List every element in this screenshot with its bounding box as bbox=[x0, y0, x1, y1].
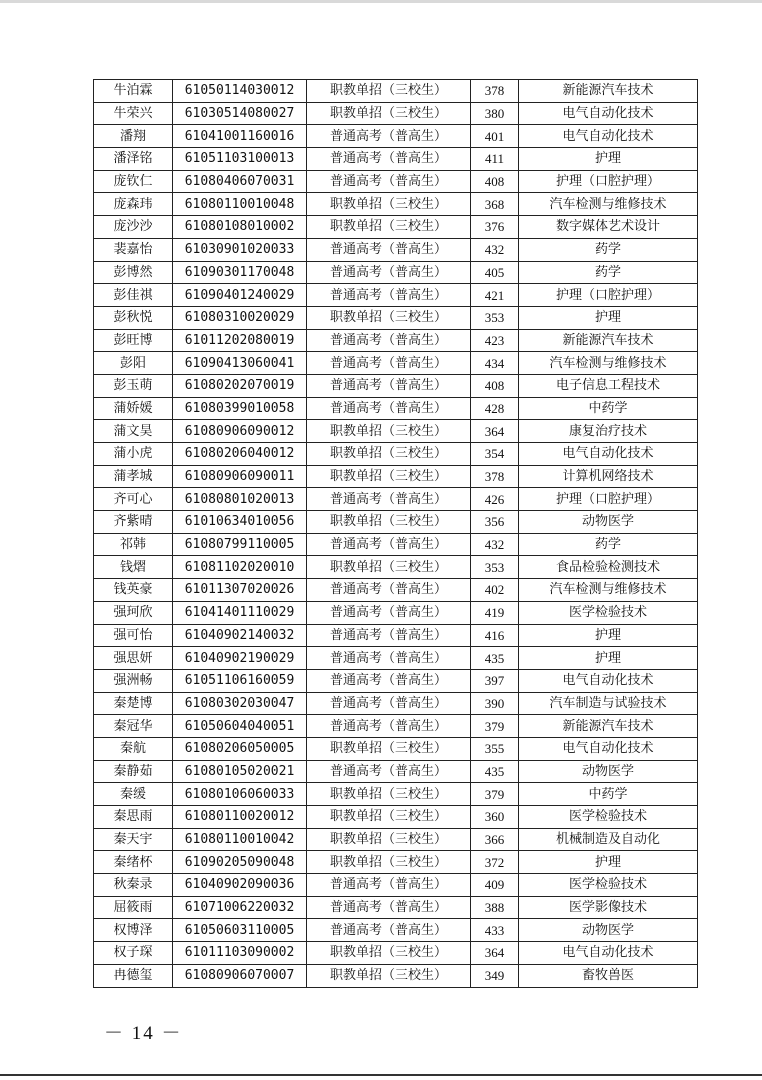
table-row bbox=[94, 828, 698, 851]
student-name-cell: 秦天宇 bbox=[94, 828, 173, 851]
student-name-cell: 钱英豪 bbox=[94, 579, 173, 602]
student-name-cell: 权子琛 bbox=[94, 942, 173, 965]
admission-type-cell: 普通高考（普高生） bbox=[307, 488, 471, 511]
student-name-cell: 庞森玮 bbox=[94, 193, 173, 216]
admission-type-cell: 职教单招（三校生） bbox=[307, 942, 471, 965]
exam-id-cell: 61080310020029 bbox=[173, 306, 307, 329]
table-row bbox=[94, 737, 698, 760]
exam-id-cell: 61090205090048 bbox=[173, 851, 307, 874]
student-name-cell: 权博泽 bbox=[94, 919, 173, 942]
admission-roster-table bbox=[93, 79, 698, 988]
table-row bbox=[94, 669, 698, 692]
major-cell: 药学 bbox=[519, 261, 698, 284]
admission-type-cell: 普通高考（普高生） bbox=[307, 352, 471, 375]
admission-type-cell: 职教单招（三校生） bbox=[307, 80, 471, 103]
major-cell: 电气自动化技术 bbox=[519, 125, 698, 148]
score-cell: 408 bbox=[471, 170, 519, 193]
table-row bbox=[94, 692, 698, 715]
student-name-cell: 庞钦仁 bbox=[94, 170, 173, 193]
score-cell: 433 bbox=[471, 919, 519, 942]
admission-type-cell: 普通高考（普高生） bbox=[307, 329, 471, 352]
score-cell: 353 bbox=[471, 556, 519, 579]
admission-type-cell: 职教单招（三校生） bbox=[307, 216, 471, 239]
table-row bbox=[94, 760, 698, 783]
admission-type-cell: 普通高考（普高生） bbox=[307, 533, 471, 556]
table-row bbox=[94, 715, 698, 738]
admission-type-cell: 职教单招（三校生） bbox=[307, 420, 471, 443]
admission-type-cell: 普通高考（普高生） bbox=[307, 238, 471, 261]
page-number: － 14 － bbox=[104, 1023, 183, 1044]
admission-type-cell: 职教单招（三校生） bbox=[307, 737, 471, 760]
score-cell: 364 bbox=[471, 420, 519, 443]
exam-id-cell: 61090401240029 bbox=[173, 284, 307, 307]
score-cell: 409 bbox=[471, 874, 519, 897]
exam-id-cell: 61011307020026 bbox=[173, 579, 307, 602]
score-cell: 376 bbox=[471, 216, 519, 239]
table-row bbox=[94, 374, 698, 397]
student-name-cell: 彭佳祺 bbox=[94, 284, 173, 307]
table-row bbox=[94, 329, 698, 352]
student-name-cell: 蒲孝城 bbox=[94, 465, 173, 488]
page-bottom-edge bbox=[0, 1074, 762, 1076]
roster-table-body bbox=[94, 80, 698, 988]
admission-type-cell: 职教单招（三校生） bbox=[307, 851, 471, 874]
student-name-cell: 潘翔 bbox=[94, 125, 173, 148]
table-row bbox=[94, 533, 698, 556]
admission-type-cell: 普通高考（普高生） bbox=[307, 896, 471, 919]
score-cell: 390 bbox=[471, 692, 519, 715]
major-cell: 动物医学 bbox=[519, 511, 698, 534]
table-row bbox=[94, 397, 698, 420]
exam-id-cell: 61040902140032 bbox=[173, 624, 307, 647]
admission-type-cell: 普通高考（普高生） bbox=[307, 284, 471, 307]
major-cell: 动物医学 bbox=[519, 919, 698, 942]
exam-id-cell: 61080906070007 bbox=[173, 964, 307, 987]
student-name-cell: 强思妍 bbox=[94, 647, 173, 670]
score-cell: 421 bbox=[471, 284, 519, 307]
score-cell: 408 bbox=[471, 374, 519, 397]
score-cell: 364 bbox=[471, 942, 519, 965]
table-row bbox=[94, 942, 698, 965]
table-row bbox=[94, 647, 698, 670]
admission-type-cell: 职教单招（三校生） bbox=[307, 193, 471, 216]
major-cell: 中药学 bbox=[519, 783, 698, 806]
admission-type-cell: 职教单招（三校生） bbox=[307, 783, 471, 806]
score-cell: 360 bbox=[471, 806, 519, 829]
major-cell: 电气自动化技术 bbox=[519, 942, 698, 965]
table-row bbox=[94, 420, 698, 443]
major-cell: 护理 bbox=[519, 148, 698, 171]
student-name-cell: 强可怡 bbox=[94, 624, 173, 647]
admission-type-cell: 普通高考（普高生） bbox=[307, 919, 471, 942]
exam-id-cell: 61050604040051 bbox=[173, 715, 307, 738]
admission-type-cell: 职教单招（三校生） bbox=[307, 102, 471, 125]
student-name-cell: 强洲畅 bbox=[94, 669, 173, 692]
major-cell: 汽车检测与维修技术 bbox=[519, 579, 698, 602]
major-cell: 汽车检测与维修技术 bbox=[519, 193, 698, 216]
score-cell: 368 bbox=[471, 193, 519, 216]
major-cell: 动物医学 bbox=[519, 760, 698, 783]
score-cell: 423 bbox=[471, 329, 519, 352]
score-cell: 397 bbox=[471, 669, 519, 692]
major-cell: 护理 bbox=[519, 647, 698, 670]
exam-id-cell: 61080206050005 bbox=[173, 737, 307, 760]
exam-id-cell: 61080799110005 bbox=[173, 533, 307, 556]
score-cell: 428 bbox=[471, 397, 519, 420]
major-cell: 汽车制造与试验技术 bbox=[519, 692, 698, 715]
score-cell: 378 bbox=[471, 465, 519, 488]
major-cell: 药学 bbox=[519, 238, 698, 261]
exam-id-cell: 61080110010042 bbox=[173, 828, 307, 851]
table-row bbox=[94, 125, 698, 148]
exam-id-cell: 61080206040012 bbox=[173, 443, 307, 466]
major-cell: 电气自动化技术 bbox=[519, 443, 698, 466]
table-row bbox=[94, 783, 698, 806]
score-cell: 372 bbox=[471, 851, 519, 874]
admission-type-cell: 职教单招（三校生） bbox=[307, 465, 471, 488]
student-name-cell: 潘泽铭 bbox=[94, 148, 173, 171]
table-row bbox=[94, 306, 698, 329]
exam-id-cell: 61051106160059 bbox=[173, 669, 307, 692]
exam-id-cell: 61080108010002 bbox=[173, 216, 307, 239]
student-name-cell: 蒲娇媛 bbox=[94, 397, 173, 420]
student-name-cell: 秦冠华 bbox=[94, 715, 173, 738]
score-cell: 434 bbox=[471, 352, 519, 375]
score-cell: 432 bbox=[471, 533, 519, 556]
major-cell: 中药学 bbox=[519, 397, 698, 420]
student-name-cell: 秦静茹 bbox=[94, 760, 173, 783]
exam-id-cell: 61011103090002 bbox=[173, 942, 307, 965]
score-cell: 401 bbox=[471, 125, 519, 148]
major-cell: 护理（口腔护理） bbox=[519, 488, 698, 511]
major-cell: 护理（口腔护理） bbox=[519, 284, 698, 307]
student-name-cell: 冉德玺 bbox=[94, 964, 173, 987]
score-cell: 356 bbox=[471, 511, 519, 534]
admission-type-cell: 普通高考（普高生） bbox=[307, 261, 471, 284]
admission-type-cell: 职教单招（三校生） bbox=[307, 511, 471, 534]
table-row bbox=[94, 216, 698, 239]
admission-type-cell: 普通高考（普高生） bbox=[307, 760, 471, 783]
table-row bbox=[94, 80, 698, 103]
exam-id-cell: 61040902090036 bbox=[173, 874, 307, 897]
table-row bbox=[94, 170, 698, 193]
score-cell: 426 bbox=[471, 488, 519, 511]
exam-id-cell: 61080110010048 bbox=[173, 193, 307, 216]
score-cell: 388 bbox=[471, 896, 519, 919]
exam-id-cell: 61041401110029 bbox=[173, 601, 307, 624]
exam-id-cell: 61030901020033 bbox=[173, 238, 307, 261]
table-row bbox=[94, 896, 698, 919]
exam-id-cell: 61080106060033 bbox=[173, 783, 307, 806]
exam-id-cell: 61080801020013 bbox=[173, 488, 307, 511]
student-name-cell: 秦绪杯 bbox=[94, 851, 173, 874]
major-cell: 药学 bbox=[519, 533, 698, 556]
admission-type-cell: 职教单招（三校生） bbox=[307, 556, 471, 579]
admission-type-cell: 职教单招（三校生） bbox=[307, 964, 471, 987]
score-cell: 432 bbox=[471, 238, 519, 261]
exam-id-cell: 61080906090012 bbox=[173, 420, 307, 443]
student-name-cell: 牛泊霖 bbox=[94, 80, 173, 103]
student-name-cell: 秦缓 bbox=[94, 783, 173, 806]
admission-type-cell: 普通高考（普高生） bbox=[307, 624, 471, 647]
student-name-cell: 彭阳 bbox=[94, 352, 173, 375]
admission-type-cell: 普通高考（普高生） bbox=[307, 669, 471, 692]
table-row bbox=[94, 556, 698, 579]
major-cell: 数字媒体艺术设计 bbox=[519, 216, 698, 239]
score-cell: 354 bbox=[471, 443, 519, 466]
major-cell: 新能源汽车技术 bbox=[519, 80, 698, 103]
score-cell: 349 bbox=[471, 964, 519, 987]
major-cell: 食品检验检测技术 bbox=[519, 556, 698, 579]
student-name-cell: 秋秦录 bbox=[94, 874, 173, 897]
exam-id-cell: 61080302030047 bbox=[173, 692, 307, 715]
exam-id-cell: 61080399010058 bbox=[173, 397, 307, 420]
admission-type-cell: 普通高考（普高生） bbox=[307, 397, 471, 420]
admission-type-cell: 普通高考（普高生） bbox=[307, 148, 471, 171]
major-cell: 电子信息工程技术 bbox=[519, 374, 698, 397]
exam-id-cell: 61050603110005 bbox=[173, 919, 307, 942]
student-name-cell: 彭秋悦 bbox=[94, 306, 173, 329]
exam-id-cell: 61040902190029 bbox=[173, 647, 307, 670]
exam-id-cell: 61030514080027 bbox=[173, 102, 307, 125]
table-row bbox=[94, 284, 698, 307]
exam-id-cell: 61081102020010 bbox=[173, 556, 307, 579]
exam-id-cell: 61051103100013 bbox=[173, 148, 307, 171]
score-cell: 435 bbox=[471, 647, 519, 670]
table-row bbox=[94, 624, 698, 647]
score-cell: 435 bbox=[471, 760, 519, 783]
exam-id-cell: 61090413060041 bbox=[173, 352, 307, 375]
admission-type-cell: 职教单招（三校生） bbox=[307, 806, 471, 829]
student-name-cell: 钱熠 bbox=[94, 556, 173, 579]
admission-type-cell: 职教单招（三校生） bbox=[307, 443, 471, 466]
table-row bbox=[94, 465, 698, 488]
table-row bbox=[94, 806, 698, 829]
admission-type-cell: 普通高考（普高生） bbox=[307, 374, 471, 397]
major-cell: 机械制造及自动化 bbox=[519, 828, 698, 851]
score-cell: 380 bbox=[471, 102, 519, 125]
exam-id-cell: 61080906090011 bbox=[173, 465, 307, 488]
major-cell: 护理（口腔护理） bbox=[519, 170, 698, 193]
major-cell: 电气自动化技术 bbox=[519, 737, 698, 760]
exam-id-cell: 61011202080019 bbox=[173, 329, 307, 352]
table-row bbox=[94, 964, 698, 987]
score-cell: 416 bbox=[471, 624, 519, 647]
score-cell: 379 bbox=[471, 715, 519, 738]
student-name-cell: 秦楚博 bbox=[94, 692, 173, 715]
student-name-cell: 蒲小虎 bbox=[94, 443, 173, 466]
student-name-cell: 牛荣兴 bbox=[94, 102, 173, 125]
admission-type-cell: 普通高考（普高生） bbox=[307, 170, 471, 193]
admission-type-cell: 普通高考（普高生） bbox=[307, 579, 471, 602]
major-cell: 新能源汽车技术 bbox=[519, 329, 698, 352]
admission-type-cell: 普通高考（普高生） bbox=[307, 125, 471, 148]
exam-id-cell: 61080110020012 bbox=[173, 806, 307, 829]
table-row bbox=[94, 193, 698, 216]
admission-type-cell: 职教单招（三校生） bbox=[307, 306, 471, 329]
student-name-cell: 秦思雨 bbox=[94, 806, 173, 829]
major-cell: 护理 bbox=[519, 624, 698, 647]
admission-type-cell: 普通高考（普高生） bbox=[307, 601, 471, 624]
exam-id-cell: 61071006220032 bbox=[173, 896, 307, 919]
table-row bbox=[94, 102, 698, 125]
exam-id-cell: 61080105020021 bbox=[173, 760, 307, 783]
exam-id-cell: 61080406070031 bbox=[173, 170, 307, 193]
major-cell: 新能源汽车技术 bbox=[519, 715, 698, 738]
admission-type-cell: 职教单招（三校生） bbox=[307, 828, 471, 851]
page-top-edge bbox=[0, 0, 762, 3]
table-row bbox=[94, 511, 698, 534]
table-row bbox=[94, 601, 698, 624]
student-name-cell: 彭玉萌 bbox=[94, 374, 173, 397]
admission-type-cell: 普通高考（普高生） bbox=[307, 715, 471, 738]
major-cell: 护理 bbox=[519, 306, 698, 329]
student-name-cell: 蒲文昊 bbox=[94, 420, 173, 443]
table-row bbox=[94, 443, 698, 466]
student-name-cell: 庞沙沙 bbox=[94, 216, 173, 239]
major-cell: 医学影像技术 bbox=[519, 896, 698, 919]
exam-id-cell: 61090301170048 bbox=[173, 261, 307, 284]
student-name-cell: 强珂欣 bbox=[94, 601, 173, 624]
exam-id-cell: 61010634010056 bbox=[173, 511, 307, 534]
score-cell: 378 bbox=[471, 80, 519, 103]
major-cell: 汽车检测与维修技术 bbox=[519, 352, 698, 375]
major-cell: 电气自动化技术 bbox=[519, 669, 698, 692]
student-name-cell: 齐紫晴 bbox=[94, 511, 173, 534]
score-cell: 402 bbox=[471, 579, 519, 602]
table-row bbox=[94, 148, 698, 171]
table-row bbox=[94, 919, 698, 942]
table-row bbox=[94, 874, 698, 897]
score-cell: 419 bbox=[471, 601, 519, 624]
table-row bbox=[94, 579, 698, 602]
score-cell: 353 bbox=[471, 306, 519, 329]
score-cell: 379 bbox=[471, 783, 519, 806]
major-cell: 医学检验技术 bbox=[519, 806, 698, 829]
score-cell: 366 bbox=[471, 828, 519, 851]
major-cell: 计算机网络技术 bbox=[519, 465, 698, 488]
exam-id-cell: 61041001160016 bbox=[173, 125, 307, 148]
admission-type-cell: 普通高考（普高生） bbox=[307, 692, 471, 715]
student-name-cell: 祁韩 bbox=[94, 533, 173, 556]
major-cell: 电气自动化技术 bbox=[519, 102, 698, 125]
student-name-cell: 秦航 bbox=[94, 737, 173, 760]
admission-type-cell: 普通高考（普高生） bbox=[307, 647, 471, 670]
major-cell: 医学检验技术 bbox=[519, 601, 698, 624]
score-cell: 411 bbox=[471, 148, 519, 171]
table-row bbox=[94, 352, 698, 375]
admission-type-cell: 普通高考（普高生） bbox=[307, 874, 471, 897]
table-row bbox=[94, 851, 698, 874]
score-cell: 355 bbox=[471, 737, 519, 760]
student-name-cell: 彭博然 bbox=[94, 261, 173, 284]
major-cell: 畜牧兽医 bbox=[519, 964, 698, 987]
major-cell: 康复治疗技术 bbox=[519, 420, 698, 443]
student-name-cell: 彭旺博 bbox=[94, 329, 173, 352]
student-name-cell: 齐可心 bbox=[94, 488, 173, 511]
table-row bbox=[94, 261, 698, 284]
table-row bbox=[94, 238, 698, 261]
score-cell: 405 bbox=[471, 261, 519, 284]
table-row bbox=[94, 488, 698, 511]
exam-id-cell: 61050114030012 bbox=[173, 80, 307, 103]
major-cell: 护理 bbox=[519, 851, 698, 874]
major-cell: 医学检验技术 bbox=[519, 874, 698, 897]
student-name-cell: 裴嘉怡 bbox=[94, 238, 173, 261]
exam-id-cell: 61080202070019 bbox=[173, 374, 307, 397]
student-name-cell: 屈筱雨 bbox=[94, 896, 173, 919]
